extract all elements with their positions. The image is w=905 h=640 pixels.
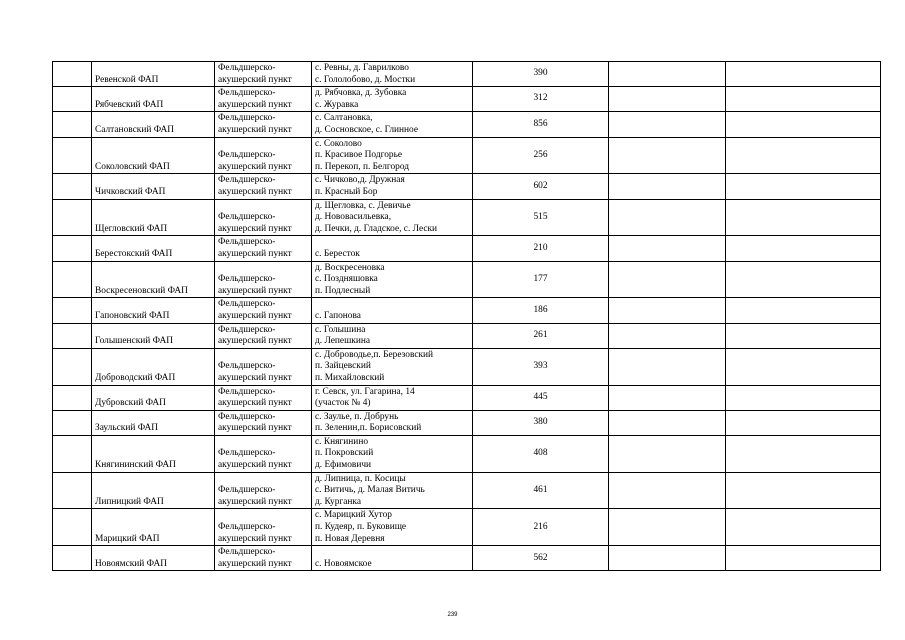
population-cell: 186	[473, 298, 609, 323]
settlements-cell: с. Заулье, п. Добрунь п. Зеленин,п. Борисовский	[312, 410, 473, 435]
facility-name-cell: Дубровский ФАП	[92, 385, 215, 410]
facility-type-cell: Фельдшерско- акушерский пункт	[215, 236, 312, 261]
facility-type-cell: Фельдшерско- акушерский пункт	[215, 323, 312, 348]
facility-type-cell: Фельдшерско- акушерский пункт	[215, 137, 312, 174]
settlements-cell: д. Воскресеновка с. Поздняшовка п. Подлесный	[312, 261, 473, 298]
empty-cell	[609, 435, 726, 472]
facility-name-cell: Доброводский ФАП	[92, 348, 215, 385]
table-row	[53, 298, 881, 323]
index-cell	[53, 236, 92, 261]
facility-type-cell: Фельдшерско- акушерский пункт	[215, 87, 312, 112]
facility-type-cell: Фельдшерско- акушерский пункт	[215, 298, 312, 323]
facility-type-cell: Фельдшерско- акушерский пункт	[215, 261, 312, 298]
index-cell	[53, 261, 92, 298]
facility-type-cell: Фельдшерско- акушерский пункт	[215, 546, 312, 571]
population-cell: 216	[473, 509, 609, 546]
index-cell	[53, 87, 92, 112]
population-cell: 256	[473, 137, 609, 174]
facility-name-cell: Липницкий ФАП	[92, 472, 215, 509]
index-cell	[53, 323, 92, 348]
empty-cell	[726, 236, 881, 261]
empty-cell	[609, 385, 726, 410]
facility-type-cell: Фельдшерско- акушерский пункт	[215, 348, 312, 385]
facility-type-cell: Фельдшерско- акушерский пункт	[215, 410, 312, 435]
table-row	[53, 385, 881, 410]
empty-cell	[726, 62, 881, 87]
index-cell	[53, 435, 92, 472]
empty-cell	[609, 509, 726, 546]
empty-cell	[726, 348, 881, 385]
facility-name-cell: Чичковский ФАП	[92, 174, 215, 199]
facility-name-cell: Соколовский ФАП	[92, 137, 215, 174]
settlements-cell: с. Княгинино п. Покровский д. Ефимовичи	[312, 435, 473, 472]
population-cell: 602	[473, 174, 609, 199]
index-cell	[53, 385, 92, 410]
table-row	[53, 410, 881, 435]
empty-cell	[726, 174, 881, 199]
index-cell	[53, 472, 92, 509]
table-row	[53, 472, 881, 509]
settlements-cell: с. Чичково,д. Дружная п. Красный Бор	[312, 174, 473, 199]
facility-type-cell: Фельдшерско- акушерский пункт	[215, 385, 312, 410]
settlements-cell: с. Салтановка, д. Сосновское, с. Глинное	[312, 112, 473, 137]
table-row	[53, 174, 881, 199]
facility-name-cell: Берестокский ФАП	[92, 236, 215, 261]
empty-cell	[609, 348, 726, 385]
settlements-cell: с. Марицкий Хутор п. Кудеяр, п. Буковище п. Новая Деревня	[312, 509, 473, 546]
facility-name-cell: Марицкий ФАП	[92, 509, 215, 546]
empty-cell	[726, 137, 881, 174]
facility-name-cell: Гапоновский ФАП	[92, 298, 215, 323]
table-row	[53, 509, 881, 546]
empty-cell	[726, 112, 881, 137]
empty-cell	[609, 298, 726, 323]
index-cell	[53, 174, 92, 199]
population-cell: 177	[473, 261, 609, 298]
population-cell: 261	[473, 323, 609, 348]
facility-name-cell: Воскресеновский ФАП	[92, 261, 215, 298]
empty-cell	[726, 509, 881, 546]
settlements-cell: с. Соколово п. Красивое Подгорье п. Перекоп, п. Белгород	[312, 137, 473, 174]
facility-name-cell: Салтановский ФАП	[92, 112, 215, 137]
settlements-cell: с. Гапонова	[312, 298, 473, 323]
facility-name-cell: Рябчевский ФАП	[92, 87, 215, 112]
empty-cell	[609, 323, 726, 348]
settlements-cell: с. Новоямское	[312, 546, 473, 571]
settlements-cell: д. Рябчовка, д. Зубовка с. Журавка	[312, 87, 473, 112]
index-cell	[53, 298, 92, 323]
settlements-cell: д. Липница, п. Косицы с. Витичь, д. Малая Витичь д. Курганка	[312, 472, 473, 509]
population-cell: 380	[473, 410, 609, 435]
facility-type-cell: Фельдшерско- акушерский пункт	[215, 435, 312, 472]
index-cell	[53, 137, 92, 174]
empty-cell	[726, 323, 881, 348]
index-cell	[53, 348, 92, 385]
empty-cell	[726, 546, 881, 571]
table-row	[53, 323, 881, 348]
table-row	[53, 546, 881, 571]
population-cell: 210	[473, 236, 609, 261]
facility-type-cell: Фельдшерско- акушерский пункт	[215, 112, 312, 137]
empty-cell	[609, 236, 726, 261]
index-cell	[53, 112, 92, 137]
empty-cell	[609, 112, 726, 137]
settlements-cell: с. Голышина д. Лепешкина	[312, 323, 473, 348]
population-cell: 562	[473, 546, 609, 571]
empty-cell	[726, 199, 881, 236]
facility-name-cell: Щегловский ФАП	[92, 199, 215, 236]
facility-type-cell: Фельдшерско- акушерский пункт	[215, 509, 312, 546]
population-cell: 515	[473, 199, 609, 236]
empty-cell	[726, 87, 881, 112]
index-cell	[53, 509, 92, 546]
table-row	[53, 62, 881, 87]
empty-cell	[609, 87, 726, 112]
empty-cell	[726, 298, 881, 323]
facility-type-cell: Фельдшерско- акушерский пункт	[215, 472, 312, 509]
table-row	[53, 236, 881, 261]
facility-type-cell: Фельдшерско- акушерский пункт	[215, 174, 312, 199]
empty-cell	[609, 62, 726, 87]
page-number: 239	[447, 612, 458, 618]
table-body	[53, 62, 881, 571]
settlements-cell: г. Севск, ул. Гагарина, 14 (участок № 4)	[312, 385, 473, 410]
population-cell: 312	[473, 87, 609, 112]
population-cell: 393	[473, 348, 609, 385]
empty-cell	[726, 385, 881, 410]
population-cell: 856	[473, 112, 609, 137]
table-row	[53, 348, 881, 385]
table-row	[53, 137, 881, 174]
index-cell	[53, 410, 92, 435]
population-cell: 461	[473, 472, 609, 509]
table-row	[53, 435, 881, 472]
settlements-cell: с. Ревны, д. Гаврилково с. Гололобово, д. Мостки	[312, 62, 473, 87]
population-cell: 445	[473, 385, 609, 410]
empty-cell	[609, 137, 726, 174]
population-cell: 408	[473, 435, 609, 472]
empty-cell	[726, 435, 881, 472]
population-cell: 390	[473, 62, 609, 87]
table-row	[53, 261, 881, 298]
settlements-cell: д. Щегловка, с. Девичье д. Нововасильевка, д. Печки, д. Гладское, с. Лески	[312, 199, 473, 236]
index-cell	[53, 199, 92, 236]
facility-name-cell: Княгининский ФАП	[92, 435, 215, 472]
facility-name-cell: Новоямский ФАП	[92, 546, 215, 571]
facility-type-cell: Фельдшерско- акушерский пункт	[215, 62, 312, 87]
facility-name-cell: Ревенской ФАП	[92, 62, 215, 87]
empty-cell	[726, 472, 881, 509]
empty-cell	[609, 174, 726, 199]
index-cell	[53, 546, 92, 571]
table-row	[53, 199, 881, 236]
empty-cell	[726, 410, 881, 435]
facilities-table	[52, 61, 881, 571]
facility-name-cell: Голышенский ФАП	[92, 323, 215, 348]
empty-cell	[726, 261, 881, 298]
settlements-cell: с. Бересток	[312, 236, 473, 261]
empty-cell	[609, 261, 726, 298]
facility-type-cell: Фельдшерско- акушерский пункт	[215, 199, 312, 236]
empty-cell	[609, 472, 726, 509]
table-row	[53, 112, 881, 137]
empty-cell	[609, 199, 726, 236]
table-row	[53, 87, 881, 112]
index-cell	[53, 62, 92, 87]
empty-cell	[609, 410, 726, 435]
empty-cell	[609, 546, 726, 571]
settlements-cell: с. Доброводье,п. Березовский п. Зайцевский п. Михайловский	[312, 348, 473, 385]
facility-name-cell: Заульский ФАП	[92, 410, 215, 435]
